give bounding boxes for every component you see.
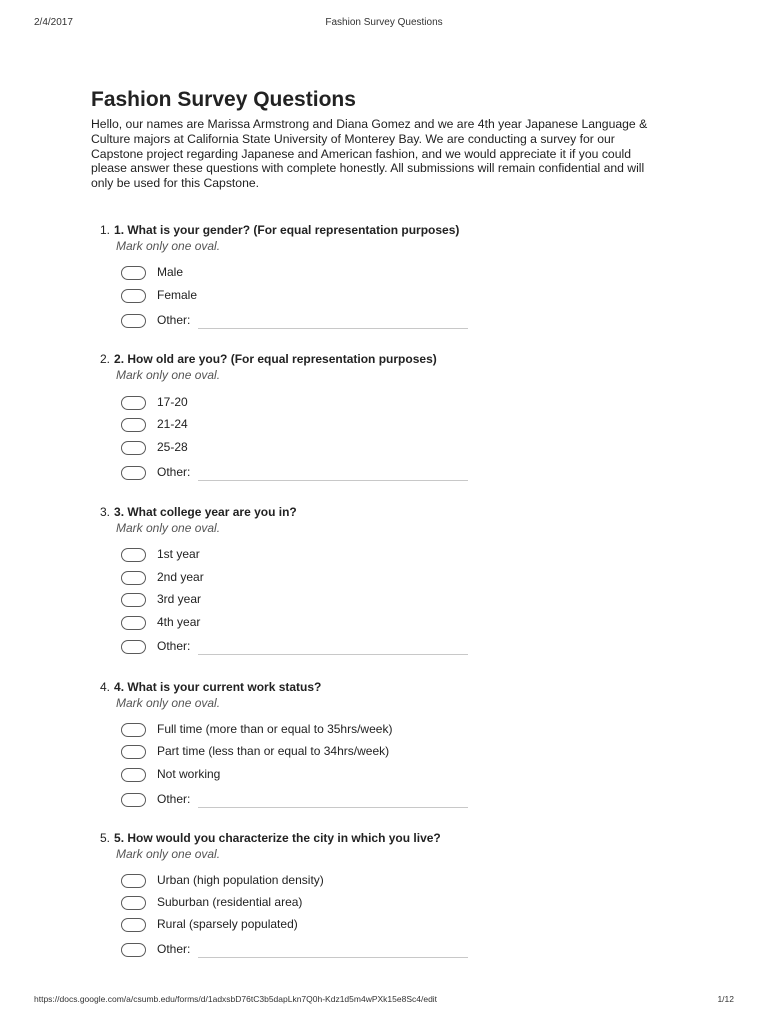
other-text-field[interactable] bbox=[198, 957, 468, 958]
radio-oval[interactable] bbox=[121, 593, 146, 607]
option-label: Other: bbox=[157, 942, 191, 956]
option-label: Other: bbox=[157, 792, 191, 806]
question-help-text: Mark only one oval. bbox=[116, 239, 221, 253]
option-label: Female bbox=[157, 288, 198, 302]
radio-oval[interactable] bbox=[121, 745, 146, 759]
option-label: Part time (less than or equal to 34hrs/week) bbox=[157, 744, 390, 758]
question-number: 4. bbox=[100, 680, 111, 694]
radio-oval[interactable] bbox=[121, 723, 146, 737]
page-number: 1/12 bbox=[717, 994, 734, 1004]
option-label: 25-28 bbox=[157, 440, 188, 454]
question-title bbox=[100, 831, 441, 845]
option-label: 3rd year bbox=[157, 592, 202, 606]
page-url: https://docs.google.com/a/csumb.edu/forms/d/1adxsbD76tC3b5dapLkn7Q0h-Kdz1d5m4wPXk15e8Sc4/edit bbox=[34, 994, 438, 1004]
option-female[interactable] bbox=[121, 288, 481, 306]
radio-oval[interactable] bbox=[121, 418, 146, 432]
option-25-28[interactable] bbox=[121, 440, 481, 458]
other-text-field[interactable] bbox=[198, 807, 468, 808]
option-label: 2nd year bbox=[157, 570, 204, 584]
option-label: Other: bbox=[157, 465, 191, 479]
option-label: Male bbox=[157, 265, 184, 279]
option-4th-year[interactable] bbox=[121, 615, 481, 633]
question-title bbox=[100, 505, 297, 519]
option-label: 21-24 bbox=[157, 417, 188, 431]
print-header bbox=[34, 17, 734, 31]
question-number: 5. bbox=[100, 831, 111, 845]
other-text-field[interactable] bbox=[198, 654, 468, 655]
option-2nd-year[interactable] bbox=[121, 570, 481, 588]
option-label: Rural (sparsely populated) bbox=[157, 917, 298, 931]
print-page-title: Fashion Survey Questions bbox=[325, 17, 443, 28]
radio-oval[interactable] bbox=[121, 266, 146, 280]
radio-oval[interactable] bbox=[121, 768, 146, 782]
radio-oval[interactable] bbox=[121, 571, 146, 585]
radio-oval[interactable] bbox=[121, 896, 146, 910]
radio-oval[interactable] bbox=[121, 548, 146, 562]
option-label: Full time (more than or equal to 35hrs/week) bbox=[157, 722, 393, 736]
question-help-text: Mark only one oval. bbox=[116, 368, 221, 382]
question-number: 3. bbox=[100, 505, 111, 519]
option-label: 17-20 bbox=[157, 395, 188, 409]
option-full-time[interactable] bbox=[121, 722, 481, 740]
option-3rd-year[interactable] bbox=[121, 592, 481, 610]
question-help-text: Mark only one oval. bbox=[116, 847, 221, 861]
print-footer bbox=[34, 994, 734, 1006]
radio-oval[interactable] bbox=[121, 289, 146, 303]
option-other[interactable] bbox=[121, 639, 481, 657]
question-help-text: Mark only one oval. bbox=[116, 521, 221, 535]
option-not-working[interactable] bbox=[121, 767, 481, 785]
radio-oval[interactable] bbox=[121, 918, 146, 932]
form-title: Fashion Survey Questions bbox=[91, 88, 356, 111]
question-help-text: Mark only one oval. bbox=[116, 696, 221, 710]
option-suburban[interactable] bbox=[121, 895, 481, 913]
option-label: 1st year bbox=[157, 547, 200, 561]
question-title bbox=[100, 680, 321, 694]
radio-oval[interactable] bbox=[121, 616, 146, 630]
option-other[interactable] bbox=[121, 465, 481, 483]
radio-oval[interactable] bbox=[121, 793, 146, 807]
option-urban[interactable] bbox=[121, 873, 481, 891]
question-title bbox=[100, 223, 459, 237]
other-text-field[interactable] bbox=[198, 480, 468, 481]
radio-oval[interactable] bbox=[121, 441, 146, 455]
option-label: Suburban (residential area) bbox=[157, 895, 303, 909]
question-text: 5. How would you characterize the city in which you live? bbox=[114, 831, 441, 845]
option-other[interactable] bbox=[121, 313, 481, 331]
question-text: 2. How old are you? (For equal representation purposes) bbox=[114, 352, 437, 366]
print-date: 2/4/2017 bbox=[34, 17, 73, 28]
option-label: Other: bbox=[157, 313, 191, 327]
radio-oval[interactable] bbox=[121, 314, 146, 328]
radio-oval[interactable] bbox=[121, 943, 146, 957]
option-17-20[interactable] bbox=[121, 395, 481, 413]
option-rural[interactable] bbox=[121, 917, 481, 935]
option-part-time[interactable] bbox=[121, 744, 481, 762]
option-male[interactable] bbox=[121, 265, 481, 283]
other-text-field[interactable] bbox=[198, 328, 468, 329]
radio-oval[interactable] bbox=[121, 640, 146, 654]
question-text: 3. What college year are you in? bbox=[114, 505, 297, 519]
option-21-24[interactable] bbox=[121, 417, 481, 435]
radio-oval[interactable] bbox=[121, 466, 146, 480]
option-label: 4th year bbox=[157, 615, 201, 629]
option-other[interactable] bbox=[121, 942, 481, 960]
option-other[interactable] bbox=[121, 792, 481, 810]
question-text: 1. What is your gender? (For equal representation purposes) bbox=[114, 223, 460, 237]
question-title bbox=[100, 352, 437, 366]
form-description: Hello, our names are Marissa Armstrong and Diana Gomez and we are 4th year Japanese Language & Culture majors at California State University of Monterey Bay. We are conducting a survey for our Capstone project regarding Japanese and American fashion, and we would appreciate it if you could please answer these questions with complete honestly. All submissions will remain confidential and will only be used for this Capstone. bbox=[91, 117, 648, 191]
question-text: 4. What is your current work status? bbox=[114, 680, 322, 694]
radio-oval[interactable] bbox=[121, 874, 146, 888]
option-label: Urban (high population density) bbox=[157, 873, 324, 887]
question-number: 1. bbox=[100, 223, 111, 237]
radio-oval[interactable] bbox=[121, 396, 146, 410]
question-number: 2. bbox=[100, 352, 111, 366]
option-label: Not working bbox=[157, 767, 221, 781]
option-label: Other: bbox=[157, 639, 191, 653]
option-1st-year[interactable] bbox=[121, 547, 481, 565]
